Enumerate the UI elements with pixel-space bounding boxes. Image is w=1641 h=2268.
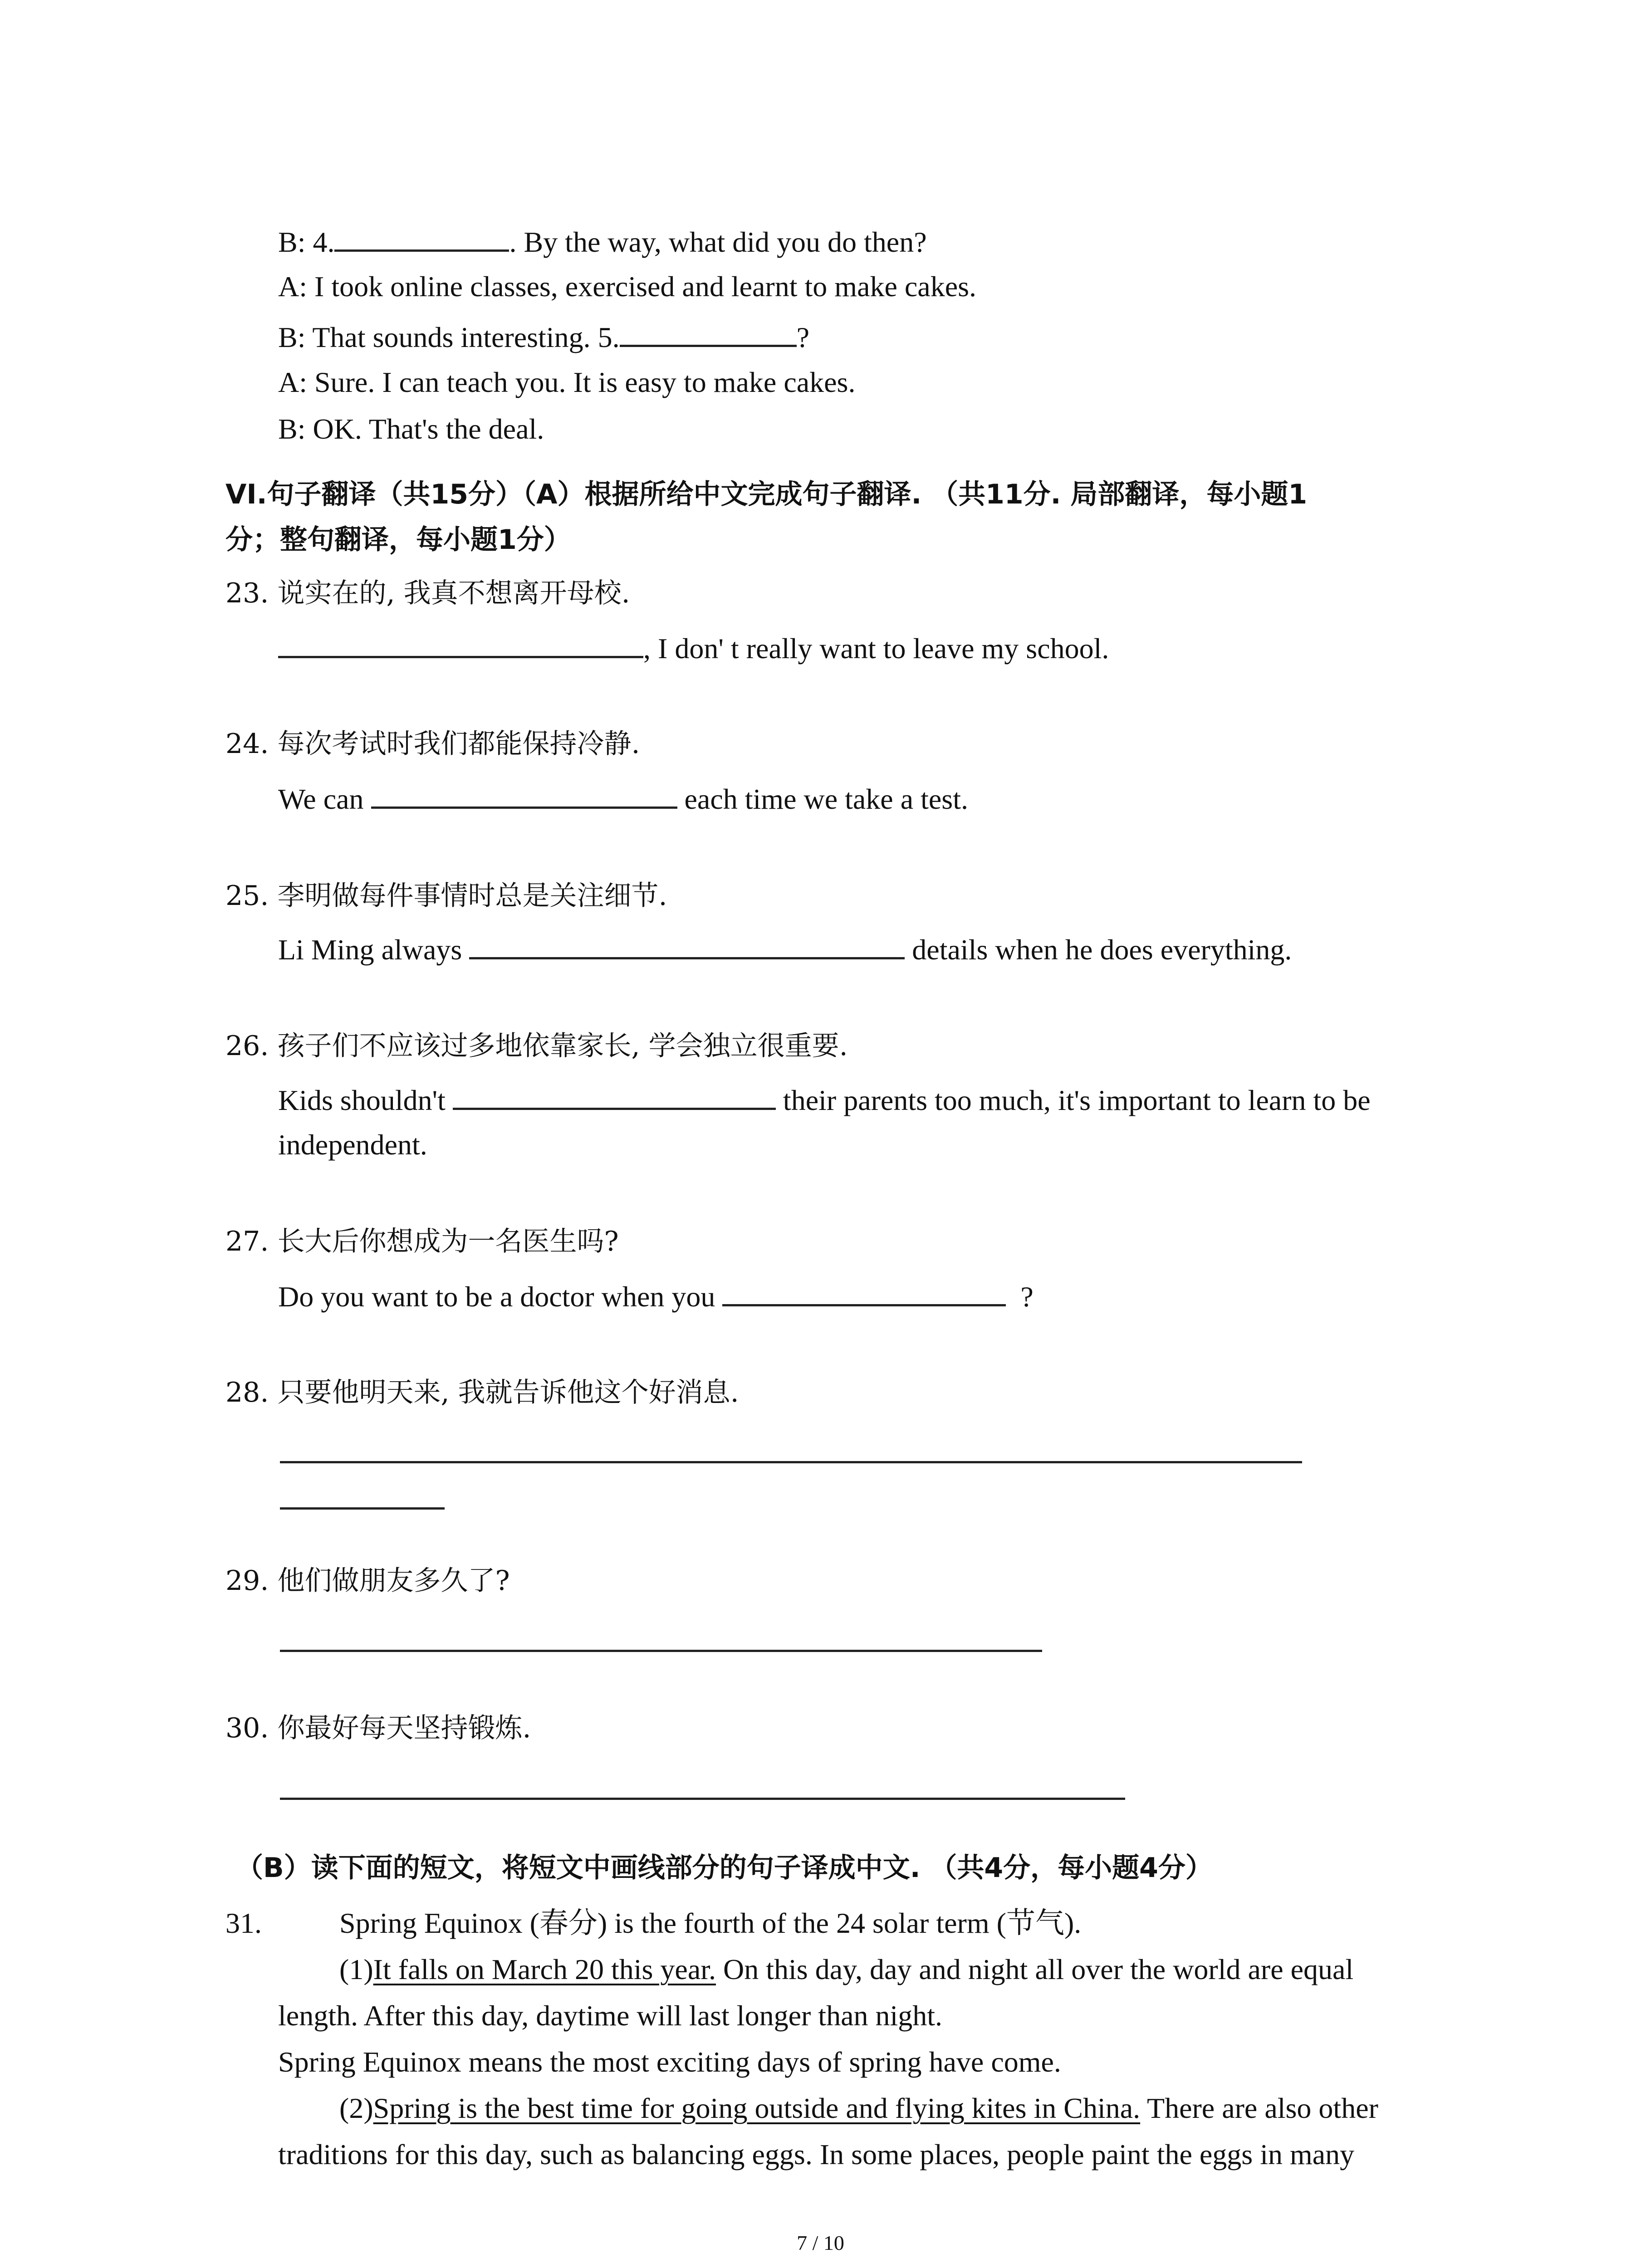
- q30-answer-line: [280, 1798, 1125, 1800]
- q24-english: [278, 779, 968, 817]
- q26-english: [278, 1080, 1371, 1119]
- q25-chinese: 25. 李明做每件事情时总是关注细节.: [225, 880, 667, 912]
- q31-number: 31.: [225, 1907, 262, 1939]
- passage-line-3: length. After this day, daytime will last longer than night.: [278, 1999, 943, 2032]
- q28-answer-line-2: [280, 1507, 445, 1510]
- passage-line-5: [339, 2090, 1378, 2126]
- q23-chinese: 23. 说实在的, 我真不想离开母校.: [225, 577, 630, 609]
- dialogue-a-classes: A: I took online classes, exercised and learnt to make cakes.: [278, 270, 976, 303]
- answer-blank-5: [620, 318, 797, 347]
- section-b-heading: （B）读下面的短文，将短文中画线部分的句子译成中文. （共4分，每小题4分）: [236, 1852, 1213, 1884]
- q27-text-after: ?: [1020, 1281, 1034, 1313]
- section-vi-heading-line2: 分；整句翻译，每小题1分）: [225, 524, 571, 556]
- answer-blank-4: [334, 222, 509, 252]
- passage-line-4: Spring Equinox means the most exciting days of spring have come.: [278, 2046, 1061, 2078]
- underlined-sentence-2: Spring is the best time for going outside and flying kites in China.: [373, 2092, 1141, 2124]
- q26-text-before: Kids shouldn't: [278, 1084, 446, 1116]
- q24-text-before: We can: [278, 783, 364, 815]
- q23-blank: [278, 629, 643, 658]
- underlined-sentence-1: It falls on March 20 this year.: [373, 1953, 716, 1985]
- dialogue-b5: [278, 318, 809, 356]
- dialogue-a-teach: A: Sure. I can teach you. It is easy to make cakes.: [278, 366, 856, 398]
- q26-english-line2: independent.: [278, 1129, 427, 1161]
- passage-line-1: Spring Equinox (春分) is the fourth of the 24 solar term (节气).: [339, 1907, 1082, 1939]
- q27-text-before: Do you want to be a doctor when you: [278, 1281, 715, 1313]
- q24-text-after: each time we take a test.: [684, 783, 968, 815]
- q23-english: [278, 629, 1109, 667]
- dialogue-b-deal: B: OK. That's the deal.: [278, 413, 544, 445]
- q27-english: [278, 1277, 1034, 1315]
- dialogue-b5-label: B: That sounds interesting. 5.: [278, 321, 620, 353]
- dialogue-b5-text: ?: [796, 321, 809, 353]
- passage-line-6: traditions for this day, such as balancing eggs. In some places, people paint the eggs in many: [278, 2138, 1355, 2170]
- dialogue-b4: [278, 222, 927, 260]
- passage-line-5-rest: There are also other: [1140, 2092, 1378, 2124]
- page-number: 7 / 10: [797, 2231, 844, 2254]
- q30-chinese: 30. 你最好每天坚持锻炼.: [225, 1712, 531, 1744]
- dialogue-b4-text: . By the way, what did you do then?: [509, 226, 927, 258]
- passage-mark-1: (1): [339, 1953, 373, 1985]
- q26-text-after: their parents too much, it's important to learn to be: [783, 1084, 1371, 1116]
- q25-english: [278, 930, 1292, 968]
- passage-line-2: [339, 1951, 1353, 1988]
- q29-answer-line: [280, 1650, 1042, 1652]
- passage-mark-2: (2): [339, 2092, 373, 2124]
- section-vi-heading-line1: VI.句子翻译（共15分）（A）根据所给中文完成句子翻译. （共11分. 局部翻译，每小题1: [225, 479, 1308, 510]
- q27-blank: [722, 1277, 1006, 1306]
- q26-blank: [453, 1080, 776, 1110]
- q27-chinese: 27. 长大后你想成为一名医生吗?: [225, 1226, 619, 1257]
- dialogue-b4-label: B: 4.: [278, 226, 335, 258]
- q26-chinese: 26. 孩子们不应该过多地依靠家长, 学会独立很重要.: [225, 1030, 848, 1062]
- q23-text-after: , I don' t really want to leave my school.: [643, 632, 1109, 665]
- q24-blank: [371, 779, 677, 809]
- q28-answer-line-1: [280, 1461, 1302, 1463]
- q29-chinese: 29. 他们做朋友多久了?: [225, 1565, 510, 1597]
- q25-blank: [469, 930, 905, 959]
- passage-line-2-rest: On this day, day and night all over the world are equal: [716, 1953, 1354, 1985]
- q24-chinese: 24. 每次考试时我们都能保持冷静.: [225, 728, 640, 760]
- q28-chinese: 28. 只要他明天来, 我就告诉他这个好消息.: [225, 1377, 739, 1408]
- q25-text-after: details when he does everything.: [912, 934, 1292, 966]
- q25-text-before: Li Ming always: [278, 934, 462, 966]
